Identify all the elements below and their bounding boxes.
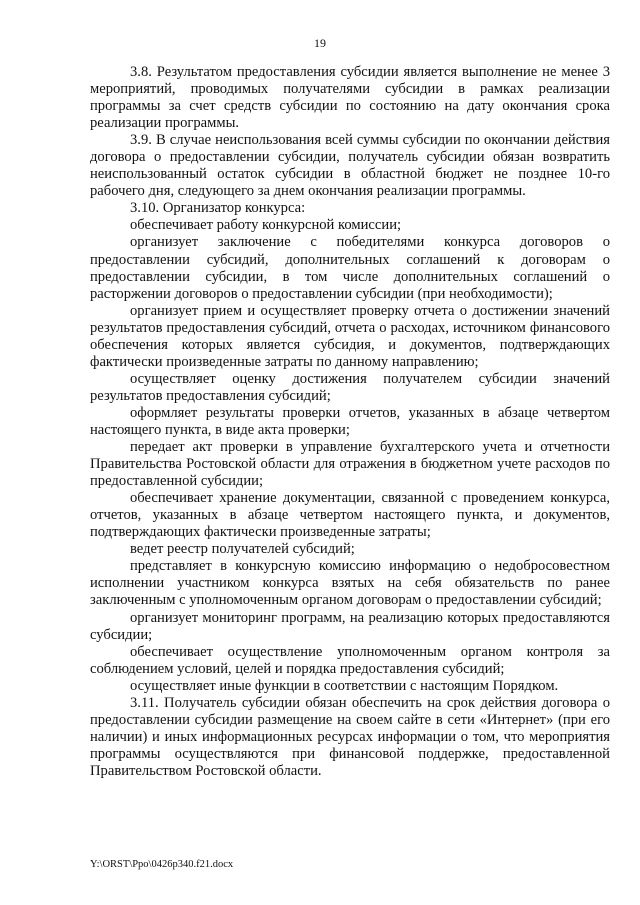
list-item: организует заключение с победителями конкурса договоров о предоставлении субсидий, дополнительных соглашений к договорам о предоставлении субсидии, в том числе дополнительных соглашений о расторжении договоров о предоставлении субсидии (при необходимости); [90,234,610,302]
list-item: обеспечивает осуществление уполномоченным органом контроля за соблюдением условий, целей и порядка предоставления субсидий; [90,643,610,677]
list-item: ведет реестр получателей субсидий; [130,541,355,558]
list-item: организует прием и осуществляет проверку отчета о достижении значений результатов предоставления субсидий, отчета о расходах, источником финансового обеспечения которых является субсидия, и документов, подтверждающих фактически произведенные затраты по данному направлению; [90,302,610,370]
footer-file-path: Y:\ORST\Ppo\0426p340.f21.docx [90,859,234,870]
list-item: оформляет результаты проверки отчетов, указанных в абзаце четвертом настоящего пункта, в виде акта проверки; [90,404,610,438]
paragraph-3-11: 3.11. Получатель субсидии обязан обеспечить на срок действия договора о предоставлении субсидии размещение на своем сайте в сети «Интернет» (при его наличии) и иных информационных ресурсах информации о том, что мероприятия программы осуществляются при финансовой поддержке, предоставленной Правительством Ростовской области. [90,694,610,779]
paragraph-3-8: 3.8. Результатом предоставления субсидии является выполнение не менее 3 мероприятий, проводимых получателями субсидии в рамках реализации программы за счет средств субсидии по состоянию на дату окончания срока реализации программы. [90,64,610,132]
page-number: 19 [314,36,326,50]
list-item: обеспечивает работу конкурсной комиссии; [130,217,402,234]
paragraph-3-10-heading: 3.10. Организатор конкурса: [130,200,306,217]
document-body [90,64,610,780]
paragraph-3-9: 3.9. В случае неиспользования всей суммы субсидии по окончании действия договора о предоставлении субсидии, получатель субсидии обязан возвратить неиспользованный остаток субсидии в областной бюджет не позднее 10-го рабочего дня, следующего за днем окончания реализации программы. [90,132,610,200]
list-item: осуществляет оценку достижения получателем субсидии значений результатов предоставления субсидий; [90,370,610,404]
list-item: передает акт проверки в управление бухгалтерского учета и отчетности Правительства Ростовской области для отражения в бюджетном учете расходов по предоставленной субсидии; [90,439,610,490]
list-item: обеспечивает хранение документации, связанной с проведением конкурса, отчетов, указанных в абзаце четвертом настоящего пункта, и документов, подтверждающих фактически произведенные затраты; [90,490,610,541]
list-item: осуществляет иные функции в соответствии с настоящим Порядком. [130,677,559,694]
list-item: представляет в конкурсную комиссию информацию о недобросовестном исполнении участником конкурса взятых на себя обязательств по ранее заключенным с уполномоченным органом договорам о предоставлении субсидий; [90,558,610,609]
list-item: организует мониторинг программ, на реализацию которых предоставляются субсидии; [90,609,610,643]
